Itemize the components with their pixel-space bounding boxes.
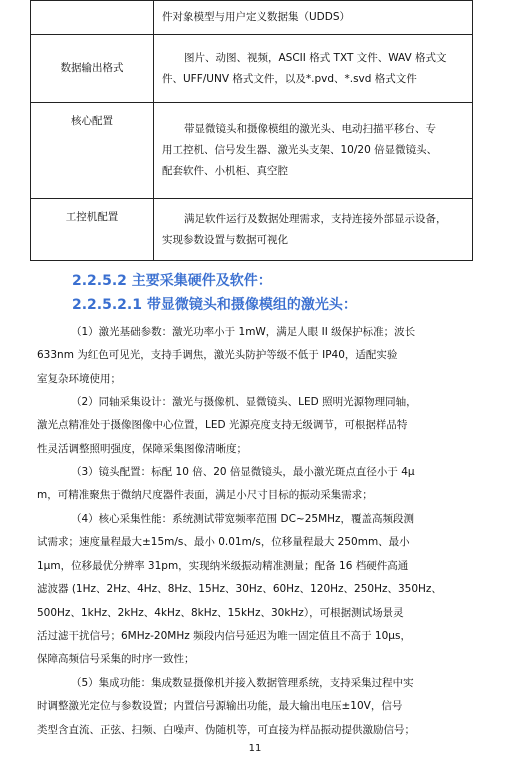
subsection-heading: 2.2.5.2.1 带显微镜头和摄像模组的激光头： <box>72 297 357 313</box>
paragraph-line: 激光点精准处于摄像图像中心位置，LED 光源亮度支持无级调节，可根据样品特 <box>37 419 408 432</box>
table-key <box>31 1 154 35</box>
table-key: 核心配置 <box>31 103 154 199</box>
paragraph-line: （4）核心采集性能：系统测试带宽频率范围 DC~25MHz，覆盖高频段测 <box>71 513 415 525</box>
section-heading: 2.2.5.2 主要采集硬件及软件： <box>72 273 272 289</box>
paragraph-line: m，可精准聚焦于微纳尺度器件表面，满足小尺寸目标的振动采集需求； <box>37 489 373 502</box>
table-value-line: 图片、动图、视频，ASCII 格式 TXT 文件、WAV 格式文 <box>184 51 447 64</box>
paragraph-line: 633nm 为红色可见光，支持手调焦，激光头防护等级不低于 IP40，适配实验 <box>37 349 398 362</box>
paragraph-line: （2）同轴采集设计：激光与摄像机、显微镜头、LED 照明光源物理同轴， <box>71 396 417 408</box>
paragraph-line: 500Hz、1kHz、2kHz、4kHz、8kHz、15kHz、30kHz），可根据测试场景灵 <box>37 606 404 619</box>
table-row <box>31 35 473 103</box>
paragraph-line: 1μm，位移最优分辨率 31pm，实现纳米级振动精准测量；配备 16 档硬件高通 <box>37 559 409 572</box>
paragraph-line: 性灵活调整照明强度，保障采集图像清晰度； <box>37 442 247 455</box>
table-key: 数据输出格式 <box>31 35 154 103</box>
table-row <box>31 103 473 199</box>
table-value-line: 带显微镜头和摄像模组的激光头、电动扫描平移台、专 <box>184 123 436 135</box>
paragraph-line: 保障高频信号采集的时序一致性； <box>37 653 195 666</box>
paragraph-line: 室复杂环境使用； <box>37 372 121 385</box>
table-value-line: 件、UFF/UNV 格式文件，以及*.pvd、*.svd 格式文件 <box>162 72 417 85</box>
table-value <box>154 1 473 35</box>
paragraph-line: 类型含直流、正弦、扫频、白噪声、伪随机等，可直接为样品振动提供激励信号； <box>37 723 415 736</box>
page-number: 11 <box>248 743 262 754</box>
table-value-line: 实现参数设置与数据可视化 <box>162 233 288 246</box>
paragraph-line: （5）集成功能：集成数显摄像机并接入数据管理系统，支持采集过程中实 <box>71 677 414 689</box>
paragraph <box>37 672 477 742</box>
table-value-line: 件对象模型与用户定义数据集（UDDS） <box>162 11 351 23</box>
paragraph-line: 试需求；速度量程最大±15m/s、最小 0.01m/s，位移量程最大 250mm、最小 <box>37 536 410 549</box>
spec-table <box>30 0 473 261</box>
table-value-line: 配套软件、小机柜、真空腔 <box>162 165 288 177</box>
paragraph-line: （1）激光基础参数：激光功率小于 1mW，满足人眼 II 级保护标准；波长 <box>71 326 416 338</box>
paragraph-line: 时调整激光定位与参数设置；内置信号源输出功能，最大输出电压±10V，信号 <box>37 700 403 713</box>
table-key: 工控机配置 <box>31 199 154 261</box>
table-value-line: 用工控机、信号发生器、激光头支架、10/20 倍显微镜头、 <box>162 144 438 156</box>
paragraph-line: 滤波器 (1Hz、2Hz、4Hz、8Hz、15Hz、30Hz、60Hz、120Hz、250Hz、350Hz、 <box>37 583 442 596</box>
paragraph <box>37 321 477 391</box>
paragraph <box>37 391 477 461</box>
paragraph <box>37 461 477 508</box>
paragraph <box>37 508 477 672</box>
table-value <box>154 103 473 199</box>
paragraph-line: （3）镜头配置：标配 10 倍、20 倍显微镜头，最小激光斑点直径小于 4μ <box>71 466 415 478</box>
table-value <box>154 199 473 261</box>
table-value-line: 满足软件运行及数据处理需求，支持连接外部显示设备， <box>184 212 447 225</box>
paragraph-line: 活过滤干扰信号；6MHz-20MHz 频段内信号延迟为唯一固定值且不高于 10μs， <box>37 630 411 643</box>
table-row <box>31 1 473 35</box>
table-value <box>154 35 473 103</box>
table-row <box>31 199 473 261</box>
